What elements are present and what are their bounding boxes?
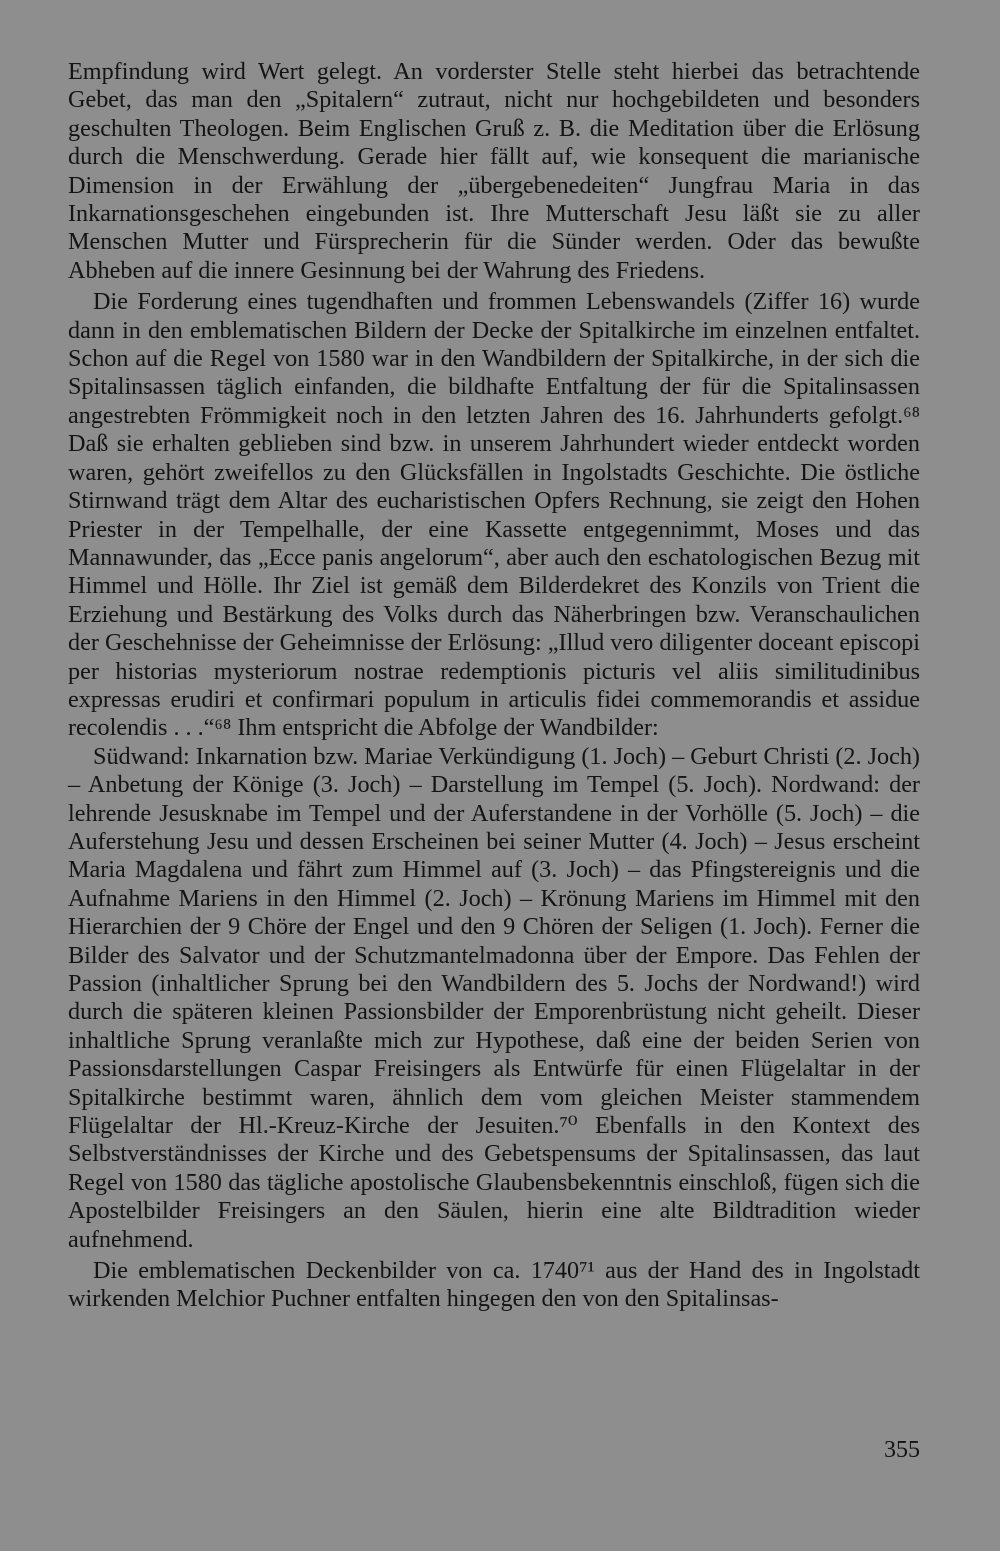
page-body	[68, 58, 920, 1314]
page-number: 355	[884, 1437, 920, 1463]
paragraph-2: Die Forderung eines tugendhaften und frommen Lebenswandels (Ziffer 16) wurde dann in den emblematischen Bildern der Decke der Spitalkirche im einzelnen entfaltet. Schon auf die Regel von 1580 war in den Wandbildern der Spitalkirche, in der sich die Spitalinsassen täglich einfanden, die bildhafte Entfaltung der für die Spitalinsassen angestrebten Frömmigkeit noch in den letzten Jahren des 16. Jahrhunderts gefolgt.⁶⁸ Daß sie erhalten geblieben sind bzw. in unserem Jahrhundert wieder entdeckt worden waren, gehört zweifellos zu den Glücksfällen in Ingolstadts Geschichte. Die östliche Stirnwand trägt dem Altar des eucharistischen Opfers Rechnung, sie zeigt den Hohen Priester in der Tempelhalle, der eine Kassette entgegennimmt, Moses und das Mannawunder, das „Ecce panis angelorum“, aber auch den eschatologischen Bezug mit Himmel und Hölle. Ihr Ziel ist gemäß dem Bilderdekret des Konzils von Trient die Erziehung und Bestärkung des Volks durch das Näherbringen bzw. Veranschaulichen der Geschehnisse der Geheimnisse der Erlösung: „Illud vero diligenter doceant episcopi per historias mysteriorum nostrae redemptionis picturis vel aliis similitudinibus expressas erudiri et confirmari populum in articulis fidei commemorandis et assidue recolendis . . .“⁶⁸ Ihm entspricht die Abfolge der Wandbilder:	[68, 288, 920, 742]
paragraph-1: Empfindung wird Wert gelegt. An vorderster Stelle steht hierbei das betrachtende Gebet, das man den „Spitalern“ zutraut, nicht nur hochgebildeten und besonders geschulten Theologen. Beim Englischen Gruß z. B. die Meditation über die Erlösung durch die Menschwerdung. Gerade hier fällt auf, wie konsequent die marianische Dimension in der Erwählung der „übergebenedeiten“ Jungfrau Maria in das Inkarnationsgeschehen eingebunden ist. Ihre Mutterschaft Jesu läßt sie zu aller Menschen Mutter und Fürsprecherin für die Sünder werden. Oder das bewußte Abheben auf die innere Gesinnung bei der Wahrung des Friedens.	[68, 58, 920, 284]
paragraph-3: Südwand: Inkarnation bzw. Mariae Verkündigung (1. Joch) – Geburt Christi (2. Joch) – Anbetung der Könige (3. Joch) – Darstellung im Tempel (5. Joch). Nordwand: der lehrende Jesusknabe im Tempel und der Auferstandene in der Vorhölle (5. Joch) – die Auferstehung Jesu und dessen Erscheinen bei seiner Mutter (4. Joch) – Jesus erscheint Maria Magdalena und fährt zum Himmel auf (3. Joch) – das Pfingstereignis und die Aufnahme Mariens in den Himmel (2. Joch) – Krönung Mariens im Himmel mit den Hierarchien der 9 Chöre der Engel und den 9 Chören der Seligen (1. Joch). Ferner die Bilder des Salvator und der Schutzmantelmadonna über der Empore. Das Fehlen der Passion (inhaltlicher Sprung bei den Wandbildern des 5. Jochs der Nordwand!) wird durch die späteren kleinen Passionsbilder der Emporenbrüstung nicht geheilt. Dieser inhaltliche Sprung veranlaßte mich zur Hypothese, daß eine der beiden Serien von Passionsdarstellungen Caspar Freisingers als Entwürfe für einen Flügelaltar in der Spitalkirche bestimmt waren, ähnlich dem vom gleichen Meister stammendem Flügelaltar der Hl.-Kreuz-Kirche der Jesuiten.⁷⁰ Ebenfalls in den Kontext des Selbstverständnisses der Kirche und des Gebetspensums der Spitalinsassen, das laut Regel von 1580 das tägliche apostolische Glaubensbekenntnis einschloß, fügen sich die Apostelbilder Freisingers an den Säulen, hierin eine alte Bildtradition wieder aufnehmend.	[68, 742, 920, 1253]
paragraph-4: Die emblematischen Deckenbilder von ca. 1740⁷¹ aus der Hand des in Ingolstadt wirkenden Melchior Puchner entfalten hingegen den von den Spitalinsas-	[68, 1257, 920, 1313]
